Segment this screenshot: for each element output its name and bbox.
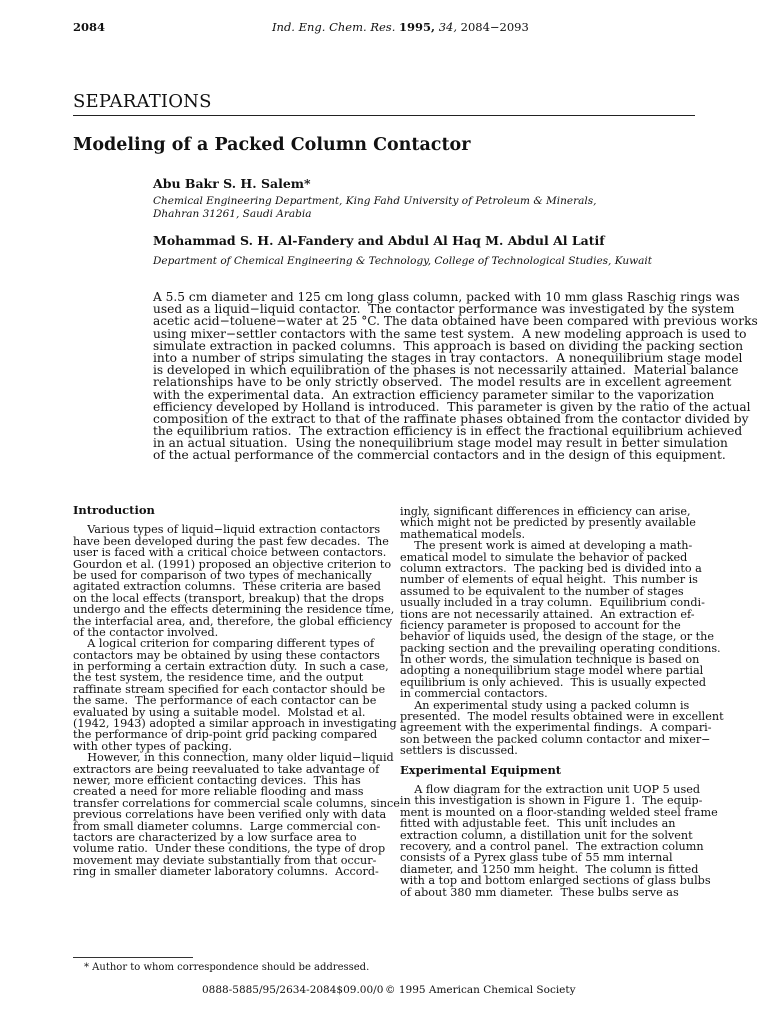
footer-copyright: © 1995 American Chemical Society — [385, 984, 576, 996]
footer-issn: 0888-5885/95/2634-2084$09.00/0 — [202, 984, 384, 996]
body-text-line: extraction column, a distillation unit for the solvent — [400, 828, 693, 842]
journal-name: Ind. Eng. Chem. Res. — [272, 20, 396, 34]
author-name: Abu Bakr S. H. Salem* — [153, 176, 311, 191]
abstract-line: using mixer−settler contactors with the same test system. A new modeling approach is used to — [153, 326, 747, 341]
journal-volume: 34, — [438, 20, 457, 34]
author-name: Mohammad S. H. Al-Fandery and Abdul Al Haq M. Abdul Al Latif — [153, 233, 605, 248]
body-text-line: have been developed during the past few decades. The — [73, 534, 389, 548]
body-text-line: of about 380 mm diameter. These bulbs serve as — [400, 885, 679, 899]
footnote: * Author to whom correspondence should be addressed. — [84, 962, 370, 973]
abstract-line: composition of the extract to that of the raffinate phases obtained from the contactor divided by — [153, 411, 749, 426]
body-text-line: created a need for more reliable flooding and mass — [73, 785, 364, 799]
body-text-line: with other types of packing. — [73, 739, 233, 753]
body-text-line: evaluated by using a suitable model. Molstad et al. — [73, 705, 366, 719]
body-text-line: contactors may be obtained by using these contactors — [73, 648, 380, 662]
body-text-line: previous correlations have been verified only with data — [73, 808, 387, 822]
body-text-line: equilibrium is only achieved. This is usually expected — [400, 675, 707, 689]
body-text-line: agreement with the experimental findings. A compari- — [400, 721, 712, 735]
experimental-equipment-heading: Experimental Equipment — [400, 762, 562, 777]
body-text-line: diameter, and 1250 mm height. The column is fitted — [400, 862, 699, 876]
body-text-line: extractors are being reevaluated to take advantage of — [73, 762, 380, 776]
body-text-line: ematical model to simulate the behavior of packed — [400, 550, 688, 564]
body-text-line: ficiency parameter is proposed to account for the — [400, 618, 681, 632]
body-text-line: usually included in a tray column. Equilibrium condi- — [400, 596, 705, 610]
abstract-line: in an actual situation. Using the nonequilibrium stage model may result in better simulation — [153, 436, 728, 451]
body-text-line: ment is mounted on a floor-standing welded steel frame — [400, 805, 718, 819]
body-text-line: The present work is aimed at developing a math- — [400, 539, 693, 553]
body-text-line: agitated extraction columns. These criteria are based — [73, 580, 381, 594]
body-text-line: Gourdon et al. (1991) proposed an objective criterion to — [73, 557, 392, 571]
journal-reference — [272, 20, 529, 34]
journal-year: 1995, — [399, 20, 436, 34]
body-text-line: presented. The model results obtained were in excellent — [400, 710, 724, 724]
body-text-line: number of elements of equal height. This number is — [400, 573, 698, 587]
right-column — [400, 505, 724, 899]
body-text-line: tactors are characterized by a low surface area to — [73, 830, 357, 844]
page-number: 2084 — [73, 20, 106, 34]
body-text-line: raffinate stream specified for each contactor should be — [73, 682, 386, 696]
abstract — [153, 290, 758, 463]
body-text-line: volume ratio. Under these conditions, the type of drop — [73, 842, 386, 856]
body-text-line: transfer correlations for commercial scale columns, since — [73, 796, 400, 810]
body-text-line: movement may deviate substantially from that occur- — [73, 853, 377, 867]
author-affiliation — [153, 255, 713, 267]
body-text-line: An experimental study using a packed column is — [400, 698, 690, 712]
section-rule — [73, 115, 695, 116]
section-heading: SEPARATIONS — [73, 91, 212, 112]
body-text-line: with a top and bottom enlarged sections of glass bulbs — [400, 874, 711, 888]
body-text-line: In other words, the simulation technique is based on — [400, 653, 700, 667]
body-text-line: from small diameter columns. Large commercial con- — [73, 819, 381, 833]
affiliation-line: Dhahran 31261, Saudi Arabia — [153, 208, 312, 220]
body-text-line: which might not be predicted by presently available — [400, 516, 696, 530]
abstract-line: into a number of strips simulating the stages in tray contactors. A nonequilibrium stage model — [153, 350, 743, 365]
body-text-line: fitted with adjustable feet. This unit includes an — [400, 817, 676, 831]
body-text-line: However, in this connection, many older liquid−liquid — [73, 751, 394, 765]
body-text-line: A flow diagram for the extraction unit UOP 5 used — [400, 783, 701, 796]
body-text-line: ingly, significant differences in efficiency can arise, — [400, 505, 691, 518]
abstract-line: relationships have to be only strictly observed. The model results are in excellent agreement — [153, 375, 732, 390]
body-text-line: user is faced with a critical choice between contactors. — [73, 546, 387, 560]
abstract-line: the equilibrium ratios. The extraction efficiency is in effect the fractional equilibrium achieved — [153, 424, 743, 439]
abstract-line: simulate extraction in packed columns. This approach is based on dividing the packing section — [153, 338, 744, 353]
body-text-line: consists of a Pyrex glass tube of 55 mm internal — [400, 851, 673, 865]
body-text-line: mathematical models. — [400, 527, 526, 541]
abstract-line: acetic acid−toluene−water at 25 °C. The data obtained have been compared with previous works — [153, 314, 758, 329]
body-text-line: adopting a nonequilibrium stage model where partial — [400, 664, 704, 678]
body-text-line: (1942, 1943) adopted a similar approach in investigating — [73, 717, 397, 731]
body-text-line: packing section and the prevailing operating conditions. — [400, 641, 721, 655]
abstract-line: with the experimental data. An extraction efficiency parameter similar to the vaporization — [153, 387, 715, 402]
body-text-line: of the contactor involved. — [73, 625, 219, 639]
body-text-line: newer, more efficient contacting devices. This has — [73, 774, 361, 787]
author-affiliation — [153, 195, 663, 221]
abstract-line: is developed in which equilibration of the phases is not necessarily attained. Material balance — [153, 363, 739, 378]
body-text-line: undergo and the effects determining the residence time, — [73, 603, 395, 617]
abstract-line: of the actual performance of the commercial contactors and in the design of this equipment. — [153, 448, 726, 463]
body-text-line: son between the packed column contactor and mixer− — [400, 732, 711, 746]
body-text-line: behavior of liquids used, the design of the stage, or the — [400, 630, 715, 644]
introduction-heading: Introduction — [73, 503, 155, 517]
body-text-line: in performing a certain extraction duty. In such a case, — [73, 660, 389, 674]
body-text-line: A logical criterion for comparing different types of — [73, 637, 375, 651]
abstract-line: efficiency developed by Holland is introduced. This parameter is given by the ratio of the actual — [153, 399, 751, 414]
abstract-line: used as a liquid−liquid contactor. The contactor performance was investigated by the system — [153, 302, 735, 317]
footnote-rule — [73, 957, 193, 958]
body-text-line: on the local effects (transport, breakup) that the drops — [73, 591, 384, 605]
body-text-line: ring in smaller diameter laboratory columns. Accord- — [73, 865, 379, 879]
body-text-line: the interfacial area, and, therefore, the global efficiency — [73, 614, 393, 628]
body-text-line: column extractors. The packing bed is divided into a — [400, 561, 702, 575]
body-text-line: recovery, and a control panel. The extraction column — [400, 839, 704, 853]
body-text-line: Various types of liquid−liquid extraction contactors — [73, 523, 381, 537]
body-text-line: in this investigation is shown in Figure 1. The equip- — [400, 794, 703, 808]
body-text-line: the same. The performance of each contactor can be — [73, 694, 377, 708]
article-title: Modeling of a Packed Column Contactor — [73, 135, 471, 155]
abstract-line: A 5.5 cm diameter and 125 cm long glass column, packed with 10 mm glass Raschig rings was — [153, 290, 740, 304]
body-text-line: be used for comparison of two types of mechanically — [73, 568, 372, 582]
body-text-line: tions are not necessarily attained. An extraction ef- — [400, 607, 695, 621]
journal-pages: 2084−2093 — [460, 20, 529, 34]
body-text-line: in commercial contactors. — [400, 687, 548, 701]
left-column — [73, 503, 400, 879]
affiliation-line: Chemical Engineering Department, King Fahd University of Petroleum & Minerals, — [153, 195, 597, 207]
body-text-line: settlers is discussed. — [400, 744, 518, 758]
body-text-line: the performance of drip-point grid packing compared — [73, 728, 378, 742]
body-text-line: the test system, the residence time, and the output — [73, 671, 364, 685]
affiliation-line: Department of Chemical Engineering & Technology, College of Technological Studies, Kuwait — [153, 255, 652, 267]
body-text-line: assumed to be equivalent to the number of stages — [400, 584, 684, 598]
